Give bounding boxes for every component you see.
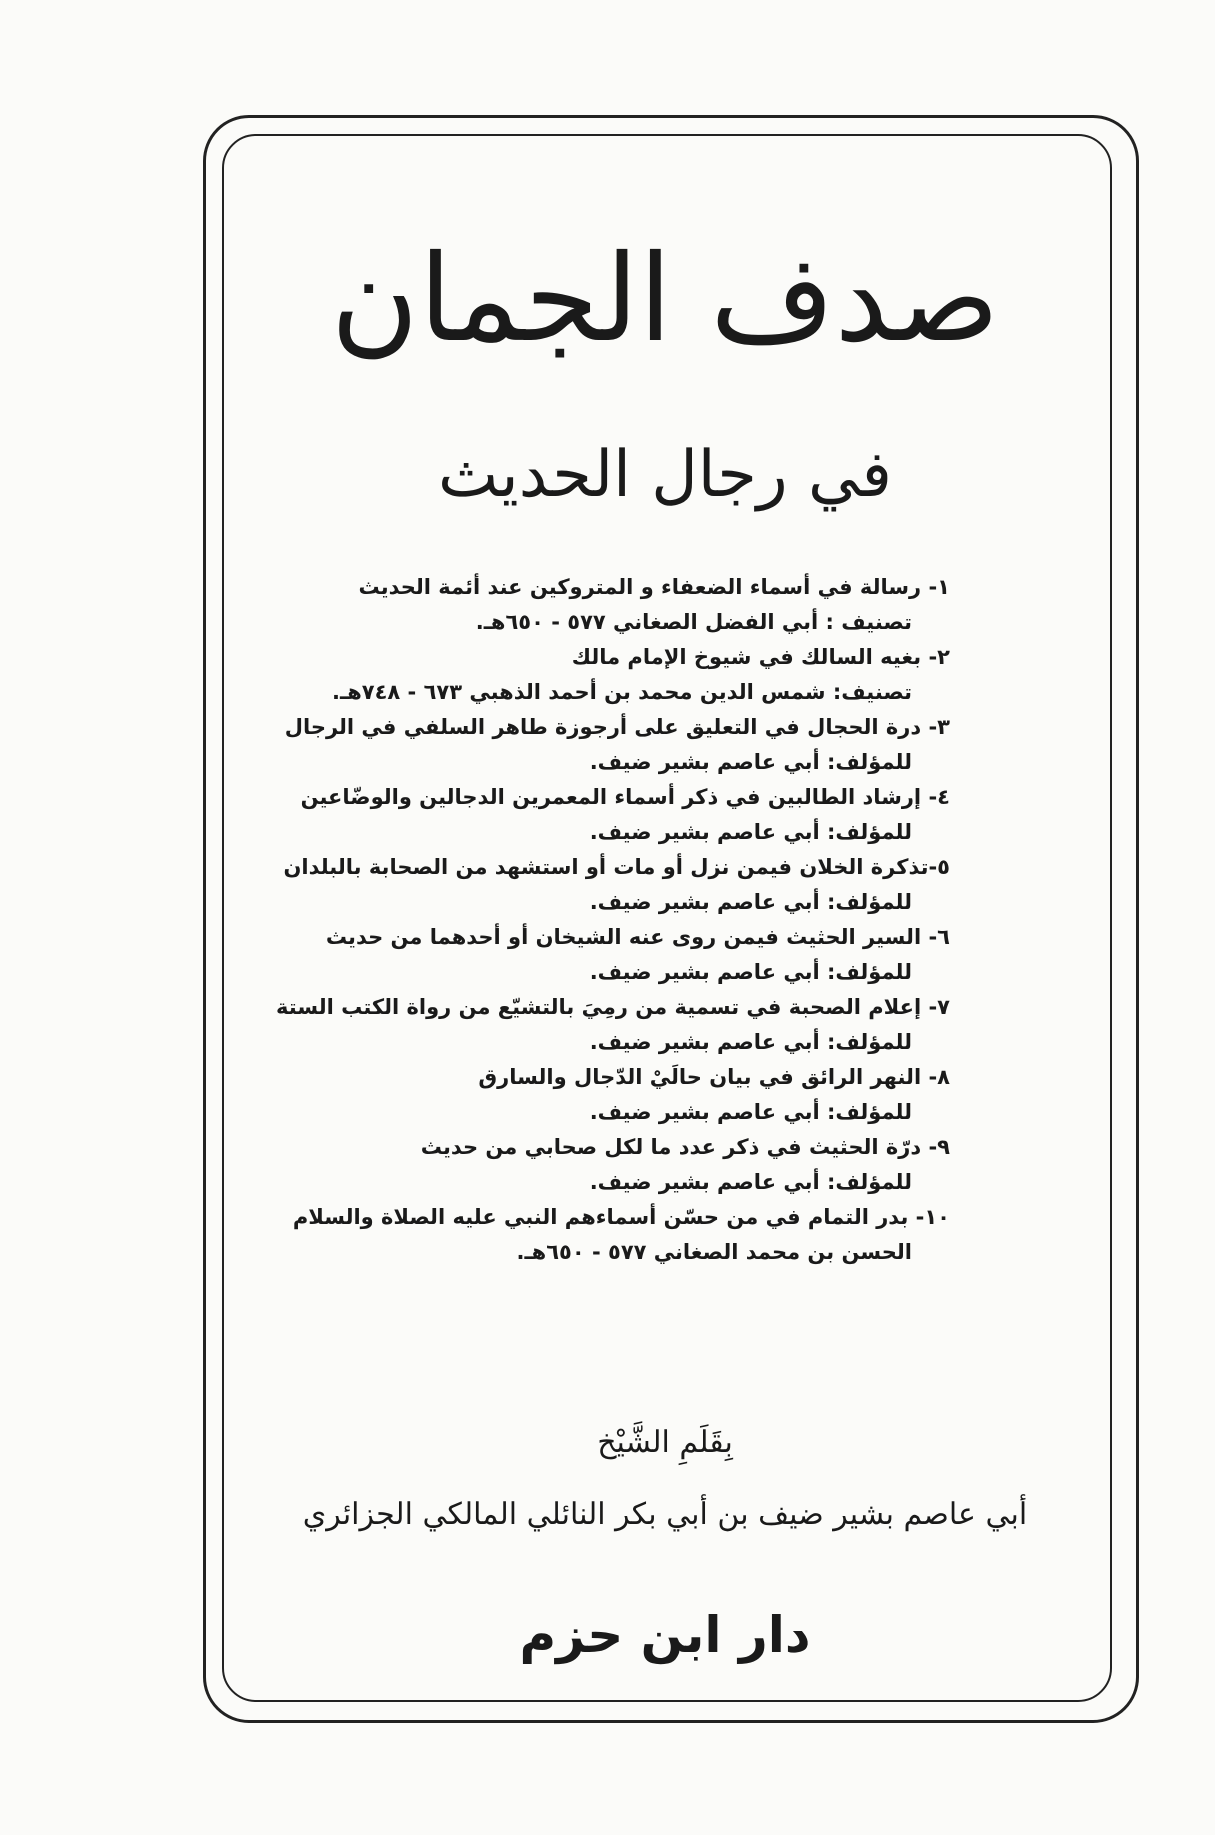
item-title: ٧- إعلام الصحبة في تسمية من رمِيَ بالتشيّع من رواة الكتب الستة — [276, 995, 950, 1019]
contents-list — [250, 570, 950, 1270]
item-title: ٨- النهر الرائق في بيان حالَيْ الدّجال والسارق — [478, 1065, 950, 1089]
item-author: للمؤلف: أبي عاصم بشير ضيف. — [589, 1170, 912, 1194]
item-author: للمؤلف: أبي عاصم بشير ضيف. — [589, 750, 912, 774]
list-item — [250, 1200, 950, 1270]
pen-label: بِقَلَمِ الشَّيْخ — [597, 1425, 733, 1460]
item-title: ١- رسالة في أسماء الضعفاء و المتروكين عند أئمة الحديث — [358, 575, 950, 599]
book-subtitle: في رجال الحديث — [438, 438, 892, 512]
item-author: للمؤلف: أبي عاصم بشير ضيف. — [589, 820, 912, 844]
list-item — [250, 710, 950, 780]
publisher-logo: دار ابن حزم — [519, 1606, 811, 1664]
list-item — [250, 570, 950, 640]
list-item — [250, 1060, 950, 1130]
item-title: ١٠- بدر التمام في من حسّن أسماءهم النبي عليه الصلاة والسلام — [292, 1205, 950, 1229]
item-title: ٤- إرشاد الطالبين في ذكر أسماء المعمرين الدجالين والوضّاعين — [300, 785, 950, 809]
author-name: أبي عاصم بشير ضيف بن أبي بكر النائلي المالكي الجزائري — [302, 1497, 1028, 1532]
item-title: ٦- السير الحثيث فيمن روى عنه الشيخان أو أحدهما من حديث — [325, 925, 950, 949]
item-author: للمؤلف: أبي عاصم بشير ضيف. — [589, 890, 912, 914]
item-title: ٥-تذكرة الخلان فيمن نزل أو مات أو استشهد من الصحابة بالبلدان — [283, 855, 950, 879]
item-author: تصنيف : أبي الفضل الصغاني ٥٧٧ - ٦٥٠هـ. — [475, 610, 912, 634]
list-item — [250, 780, 950, 850]
item-author: للمؤلف: أبي عاصم بشير ضيف. — [589, 1100, 912, 1124]
item-title: ٣- درة الحجال في التعليق على أرجوزة طاهر السلفي في الرجال — [284, 715, 950, 739]
list-item — [250, 990, 950, 1060]
book-title: صدف الجمان — [330, 230, 1000, 369]
item-author: للمؤلف: أبي عاصم بشير ضيف. — [589, 960, 912, 984]
item-title: ٢- بغيه السالك في شيوخ الإمام مالك — [571, 645, 950, 669]
item-author: الحسن بن محمد الصغاني ٥٧٧ - ٦٥٠هـ. — [516, 1240, 912, 1264]
list-item — [250, 640, 950, 710]
list-item — [250, 850, 950, 920]
list-item — [250, 920, 950, 990]
item-author: تصنيف: شمس الدين محمد بن أحمد الذهبي ٦٧٣ - ٧٤٨هـ. — [332, 680, 912, 704]
list-item — [250, 1130, 950, 1200]
item-title: ٩- درّة الحثيث في ذكر عدد ما لكل صحابي من حديث — [420, 1135, 950, 1159]
item-author: للمؤلف: أبي عاصم بشير ضيف. — [589, 1030, 912, 1054]
